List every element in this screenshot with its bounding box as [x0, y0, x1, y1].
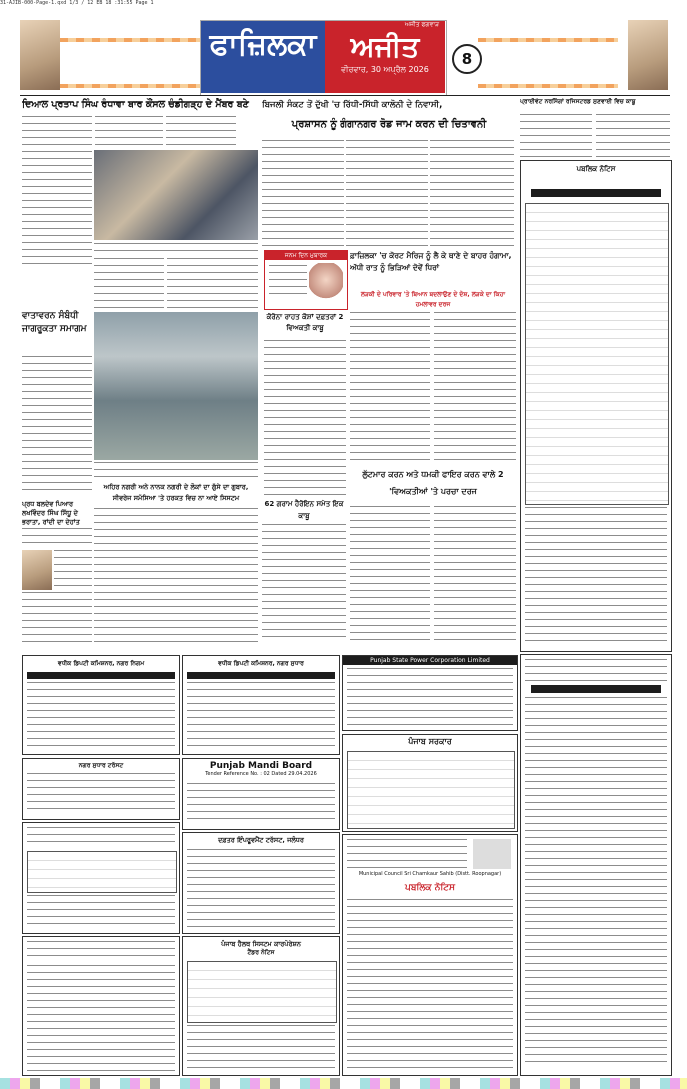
ad-pspcl — [342, 655, 518, 731]
ad-center-1-body — [187, 682, 335, 750]
municipal-body — [347, 899, 513, 1069]
ad-left-4-header — [27, 941, 175, 961]
right-notice-2-bar — [531, 685, 661, 693]
story-environment-body — [22, 356, 92, 496]
color-bar — [0, 1078, 687, 1089]
lead-story-body-col3 — [166, 116, 236, 150]
ad-left-3 — [22, 822, 180, 934]
ad-punjab-health — [182, 936, 340, 1076]
robbery-body-col2 — [434, 506, 516, 642]
lead-story-body-col5 — [167, 258, 258, 310]
ad-left-3-table — [27, 851, 177, 893]
mid-story-2-headline: ਫ਼ਾਜ਼ਿਲਕਾ 'ਚ ਕੋਰਟ ਮੈਰਿਜ ਨੂੰ ਲੈ ਕੇ ਥਾਣੇ ਦੇ ਬਾਹਰ ਹੰਗਾਮਾ, ਅੱਧੀ ਰਾਤ ਨੂੰ ਭਿੜਿਆਂ ਦੋਵੇਂ ਧਿਰਾਂ — [350, 251, 512, 272]
story-environment-headline: ਵਾਤਾਵਰਨ ਸੰਬੰਧੀ ਜਾਗਰੂਕਤਾ ਸਮਾਗਮ — [22, 311, 87, 334]
right-body-col2 — [596, 114, 670, 158]
mandi-board-title: Punjab Mandi Board — [209, 761, 313, 771]
right-column-title: ਪ੍ਰਾਈਵੇਟ ਨਰਸਿੰਗਾਂ ਰਜਿਸਟਰਡ ਸੁਣਵਾਈ ਵਿਚ ਕਾਬੂ — [520, 98, 636, 105]
mid-story-1-headline: ਕੋਰੋਨਾ ਰਾਹਤ ਕੋਸ਼ਾਂ ਦਫ਼ਤਰਾਂ 2 ਵਿਅਕਤੀ ਕਾਬੂ — [266, 313, 344, 332]
masthead-band-right-bottom — [478, 84, 618, 88]
divider — [20, 95, 670, 96]
ad-center-1 — [182, 655, 340, 755]
tender-notice-title: ਟੈਂਡਰ ਨੋਟਿਸ — [247, 949, 275, 956]
masthead-logo — [200, 20, 447, 96]
ad-urban-dev — [182, 832, 340, 934]
masthead-left-word: ਫਾਜ਼ਿਲਕਾ — [209, 27, 317, 62]
story-62-body — [262, 524, 346, 642]
ad-left-1-bar — [27, 672, 175, 679]
municipal-header — [347, 839, 467, 869]
story-obituary-body-3 — [22, 592, 92, 642]
sewage-photo — [94, 312, 258, 460]
lead-photo — [94, 150, 258, 240]
ad-left-4-body — [27, 965, 175, 1071]
mid-story-2-subhead: ਲੜਕੀ ਦੇ ਪਰਿਵਾਰ 'ਤੇ ਬਿਆਨ ਬਦਲਾਉਣ ਦੇ ਦੋਸ਼, ਲੜਕੇ ਦਾ ਕਿਹਾ ਹਮਲਾਵਰ ਦਰਜ — [360, 291, 506, 308]
punjab-health-body — [187, 1025, 335, 1071]
center-story-body-col1 — [262, 140, 344, 250]
masthead-right-word: ਅਜੀਤ — [350, 30, 420, 63]
municipal-council-name: Municipal Council Sri Chamkaur Sahib (Distt. Roopnagar) — [358, 871, 502, 877]
story-obituary-body — [22, 528, 92, 548]
sewage-story-body — [94, 508, 258, 642]
robbery-headline: ਲੁੱਟਮਾਰ ਕਰਨ ਅਤੇ ਧਮਕੀ ਫਾਇਰ ਕਰਨ ਵਾਲੇ 2 'ਵਿਅਕਤੀਆਂ 'ਤੇ ਪਰਚਾ ਦਰਜ — [362, 470, 504, 496]
masthead-date: ਵੀਰਵਾਰ, 30 ਅਪ੍ਰੈਲ 2026 — [341, 65, 429, 74]
story-obituary-headline: ਪ੍ਰਧ ਬਲਦੇਵ ਪਿਆਰ ਲਖਵਿੰਦਰ ਸਿੰਘ ਸਿੱਧੂ ਦੇ ਭਰਾਤਾ, ਰਾਂਦੀ ਦਾ ਦੇਹਾਂਤ — [22, 500, 80, 526]
ad-left-3-header — [27, 827, 175, 847]
masthead-band-left-bottom — [60, 84, 200, 88]
lead-story-body-col4 — [94, 258, 164, 310]
masthead-left-image — [20, 20, 60, 90]
lead-photo-caption — [94, 243, 258, 255]
punjab-health-title: ਪੰਜਾਬ ਹੈਲਥ ਸਿਸਟਮ ਕਾਰਪੋਰੇਸ਼ਨ — [221, 940, 301, 948]
right-legal-notice-2 — [520, 654, 672, 1076]
ad-mandi-board — [182, 758, 340, 830]
ad-left-3-body — [27, 895, 175, 929]
ad-left-1-title: ਵਧੀਕ ਡਿਪਟੀ ਕਮਿਸ਼ਨਰ, ਨਗਰ ਨਿਗਮ — [57, 660, 145, 667]
right-notice-bar — [531, 189, 661, 197]
center-headline-1: ਬਿਜਲੀ ਸੰਕਟ ਤੋਂ ਦੁੱਖੀ 'ਚ ਰਿੱਧੀ-ਸਿੱਧੀ ਕਾਲੋਨੀ ਦੇ ਨਿਵਾਸੀ, — [262, 100, 443, 110]
punjab-health-table — [187, 961, 337, 1023]
center-story-body-col2 — [346, 140, 428, 250]
right-legal-notice — [520, 160, 672, 652]
birthday-label: ਜਨਮ ਦਿਨ ਮੁਬਾਰਕ — [265, 251, 347, 260]
urban-dev-title: ਦਫ਼ਤਰ ਇੰਪਰੂਵਮੈਂਟ ਟਰੱਸਟ, ਜਲੰਧਰ — [218, 836, 304, 844]
masthead-right-image — [628, 20, 668, 90]
mid-story-2-body-col2 — [434, 312, 516, 462]
page-number: 8 — [452, 44, 482, 74]
ad-left-2 — [22, 758, 180, 820]
ad-left-2-body — [27, 773, 175, 815]
ad-center-1-title: ਵਧੀਕ ਡਿਪਟੀ ਕਮਿਸ਼ਨਰ, ਨਗਰ ਸੁਧਾਰ — [218, 660, 304, 667]
center-story-body-col3 — [430, 140, 514, 250]
sewage-photo-caption — [94, 462, 258, 478]
right-notice-body — [525, 507, 667, 645]
sewage-story-headline: ਅਹਿਰ ਨਗਰੀ ਅਨੇ ਨਾਨਕ ਨਗਰੀ ਦੇ ਲੋਕਾਂ ਦਾ ਗੁੱਸੇ ਦਾ ਗੁਬਾਰ, ਸੀਵਰੇਜ ਸਮੱਸਿਆ 'ਤੇ ਹਰਕਤ ਵਿਚ ਨਾ ਆਏ ਸਿਸਟਮ — [103, 483, 249, 502]
print-slug: 31-AJIB-000-Page-1.qxd 1/3 / 12 EB 18 :31:55 Page 1 — [0, 0, 154, 6]
municipal-logo — [473, 839, 511, 869]
punjab-sarkar-title: ਪੰਜਾਬ ਸਰਕਾਰ — [408, 737, 452, 746]
story-obituary-body-2 — [54, 550, 92, 590]
ad-left-1 — [22, 655, 180, 755]
right-notice-2-body — [525, 697, 667, 1067]
mid-story-2-body-col1 — [350, 312, 430, 462]
urban-dev-body — [187, 849, 335, 929]
right-notice-table — [525, 203, 669, 505]
birthday-photo — [309, 263, 343, 305]
birthday-text — [269, 265, 307, 295]
ad-center-1-bar — [187, 672, 335, 679]
mandi-tender-ref: Tender Reference No. : 02 Dated 29.04.2026 — [205, 771, 317, 777]
story-62-headline: 62 ਗਰਾਮ ਹੈਰੋਇਨ ਸਮੇਤ ਇਕ ਕਾਬੂ — [264, 500, 344, 520]
public-notice-title: ਪਬਲਿਕ ਨੋਟਿਸ — [405, 883, 455, 893]
robbery-body-col1 — [350, 506, 430, 642]
ad-left-1-body — [27, 682, 175, 750]
lead-headline: ਦਿਆਲ ਪ੍ਰਤਾਪ ਸਿੰਘ ਰੰਧਾਵਾ ਬਾਰ ਕੌਂਸਲ ਚੰਡੀਗੜ੍ਹ ਦੇ ਮੈਂਬਰ ਬਣੇ — [22, 99, 249, 110]
right-notice-2-header — [525, 659, 667, 681]
masthead-small-tag: ਅਜੀਤ ਫਗਵਾੜ — [404, 21, 439, 28]
masthead-band-right — [478, 38, 618, 42]
mid-story-1-body — [264, 340, 346, 495]
mandi-board-body — [187, 783, 335, 825]
ad-municipal-council — [342, 834, 518, 1076]
right-body-col1 — [520, 114, 592, 158]
punjab-sarkar-table — [347, 751, 515, 829]
lead-story-body-col1 — [22, 116, 92, 266]
lead-story-body-col2 — [95, 116, 163, 150]
birthday-box — [264, 250, 348, 310]
right-notice-title: ਪਬਲਿਕ ਨੋਟਿਸ — [576, 165, 616, 173]
obituary-photo — [22, 550, 52, 590]
pspcl-title: Punjab State Power Corporation Limited — [343, 656, 517, 665]
ad-punjab-sarkar — [342, 734, 518, 832]
ad-left-4 — [22, 936, 180, 1076]
ad-left-2-title: ਨਗਰ ਸੁਧਾਰ ਟਰੱਸਟ — [78, 762, 124, 769]
masthead-band-left — [60, 38, 200, 42]
pspcl-body — [347, 668, 513, 726]
center-headline-2: ਪ੍ਰਸ਼ਾਸਨ ਨੂੰ ਗੰਗਾਨਗਰ ਰੋਡ ਜਾਮ ਕਰਨ ਦੀ ਚਿਤਾਵਨੀ — [291, 119, 487, 130]
